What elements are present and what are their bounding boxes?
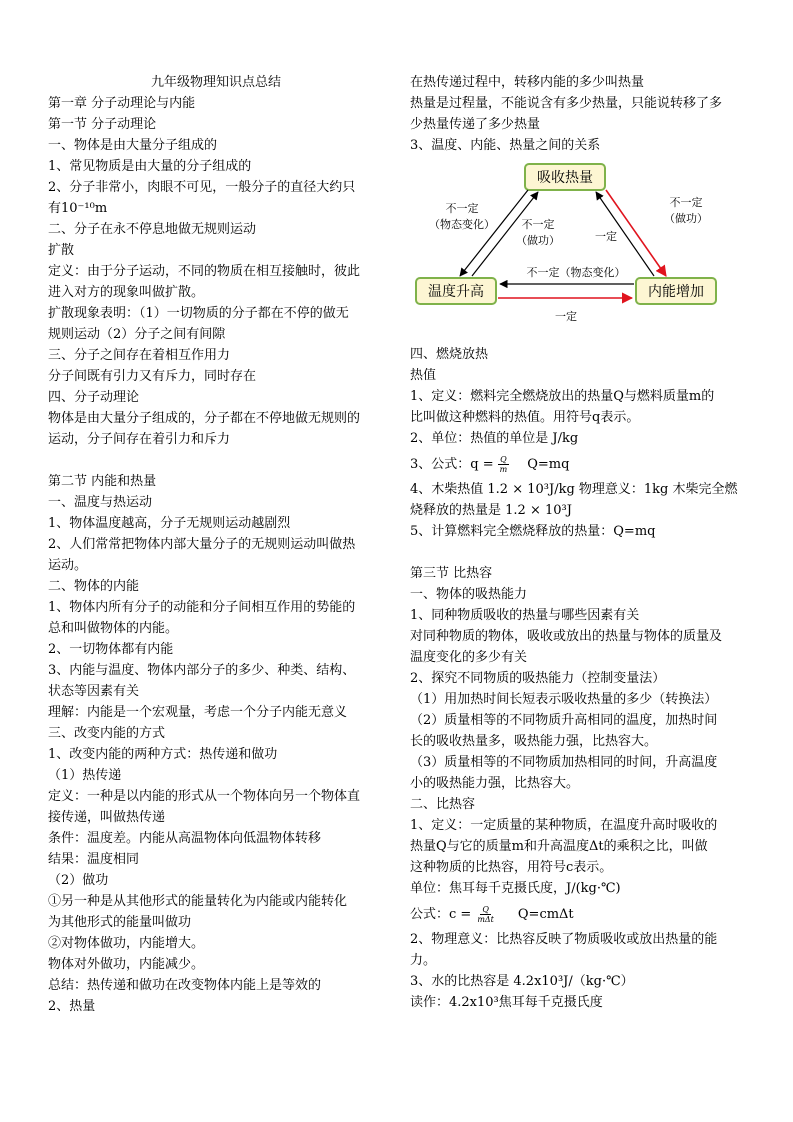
text-line: 热量Q与它的质量m和升高温度Δt的乘积之比，叫做 — [410, 839, 708, 854]
text-line: 2、物理意义：比热容反映了物质吸收或放出热量的能 — [410, 932, 718, 947]
text-line: （1）热传递 — [48, 768, 122, 783]
text-line: 1、定义：燃料完全燃烧放出的热量Q与燃料质量m的 — [410, 389, 715, 404]
relationship-diagram — [410, 160, 746, 338]
blank-line — [48, 450, 384, 471]
text-line: （2）质量相等的不同物质升高相同的温度，加热时间 — [410, 713, 718, 728]
specific-heat-section — [410, 479, 746, 899]
text-line: 长的吸收热量多，吸热能力强，比热容大。 — [410, 734, 658, 749]
node-internal-energy-label: 内能增加 — [648, 284, 704, 300]
blank-line — [410, 542, 746, 563]
text-line: 热值 — [410, 368, 437, 383]
text-line: 运动，分子间存在着引力和斥力 — [48, 432, 231, 447]
text-line: 第二节 内能和热量 — [48, 474, 157, 489]
text-line: 规则运动（2）分子之间有间隙 — [48, 327, 226, 342]
text-line: 第三节 比热容 — [410, 566, 493, 581]
text-line: 四、分子动理论 — [48, 390, 140, 405]
text-line: 一、温度与热运动 — [48, 495, 153, 510]
text-line: 3、温度、内能、热量之间的关系 — [410, 138, 601, 153]
text-line: 2、人们常常把物体内部大量分子的无规则运动叫做热 — [48, 537, 356, 552]
text-line: 物体对外做功，内能减少。 — [48, 957, 205, 972]
formula1-prefix: 3、公式：q = — [410, 456, 494, 472]
text-line: 5、计算燃料完全燃烧释放的热量：Q=mq — [410, 524, 656, 539]
text-line: 温度变化的多少有关 — [410, 650, 528, 665]
specific-heat-formula — [410, 899, 746, 929]
heat-value-formula — [410, 449, 746, 479]
formula2-den: mΔt — [477, 914, 494, 924]
text-line: 二、分子在永不停息地做无规则运动 — [48, 222, 257, 237]
text-line: 1、同种物质吸收的热量与哪些因素有关 — [410, 608, 640, 623]
text-line: 少热量传递了多少热量 — [410, 117, 541, 132]
text-line: 热量是过程量，不能说含有多少热量，只能说转移了多 — [410, 96, 723, 111]
text-line: 四、燃烧放热 — [410, 347, 489, 362]
text-line: 总和叫做物体的内能。 — [48, 621, 179, 636]
text-line: 三、改变内能的方式 — [48, 726, 166, 741]
text-line: 结果：温度相同 — [48, 852, 140, 867]
text-line: ①另一种是从其他形式的能量转化为内能或内能转化 — [48, 894, 348, 909]
text-line: 九年级物理知识点总结 — [150, 75, 281, 90]
text-line: 2、一切物体都有内能 — [48, 642, 174, 657]
text-line: 2、热量 — [48, 999, 96, 1014]
text-line: 理解：内能是一个宏观量，考虑一个分子内能无意义 — [48, 705, 348, 720]
formula2-suffix: Q=cmΔt — [517, 906, 574, 922]
text-line: 比叫做这种燃料的热值。用符号q表示。 — [410, 410, 640, 425]
text-line: 定义：由于分子运动，不同的物质在相互接触时，彼此 — [48, 264, 361, 279]
node-internal-energy — [636, 278, 716, 304]
left-column — [48, 72, 384, 1017]
text-line: （1）用加热时间长短表示吸收热量的多少（转换法） — [410, 692, 718, 707]
text-line: 1、常见物质是由大量的分子组成的 — [48, 159, 252, 174]
text-line: 二、比热容 — [410, 797, 476, 812]
text-line: 1、物体温度越高，分子无规则运动越剧烈 — [48, 516, 291, 531]
text-line: 1、定义：一定质量的某种物质，在温度升高时吸收的 — [410, 818, 718, 833]
text-line: 扩散 — [48, 243, 75, 258]
text-line: 小的吸热能力强，比热容大。 — [410, 776, 580, 791]
label-right-inner: 一定 — [595, 230, 617, 243]
text-line: 分子间既有引力又有斥力，同时存在 — [48, 369, 257, 384]
text-line: 读作：4.2x10³焦耳每千克摄氏度 — [410, 995, 603, 1010]
text-line: 3、内能与温度、物体内部分子的多少、种类、结构、 — [48, 663, 356, 678]
label-mid-2: （做功） — [516, 234, 560, 247]
text-line: 2、分子非常小，肉眼不可见，一般分子的直径大约只 — [48, 180, 356, 195]
text-line: 2、探究不同物质的吸热能力（控制变量法） — [410, 671, 666, 686]
text-line: 二、物体的内能 — [48, 579, 140, 594]
formula2-prefix: 公式：c = — [410, 906, 472, 922]
text-line: 3、水的比热容是 4.2x10³J/（kg·℃） — [410, 974, 634, 989]
text-line: 1、物体内所有分子的动能和分子间相互作用的势能的 — [48, 600, 356, 615]
text-line: 物体是由大量分子组成的，分子都在不停地做无规则的 — [48, 411, 361, 426]
text-line: 有10⁻¹⁰m — [48, 201, 108, 216]
text-line: （3）质量相等的不同物质加热相同的时间，升高温度 — [410, 755, 718, 770]
text-line: 对同种物质的物体，吸收或放出的热量与物体的质量及 — [410, 629, 723, 644]
relationship-diagram-svg — [410, 160, 746, 338]
formula1-fraction — [498, 455, 510, 474]
label-bottom: 一定 — [555, 310, 577, 323]
node-temp-rise-label: 温度升高 — [428, 284, 484, 300]
label-right-2: （做功） — [664, 212, 708, 225]
text-line: 状态等因素有关 — [48, 684, 140, 699]
text-line: 一、物体是由大量分子组成的 — [48, 138, 218, 153]
text-line: 接传递，叫做热传递 — [48, 810, 166, 825]
formula1-num: Q — [500, 454, 507, 464]
formula1-suffix: Q=mq — [527, 456, 570, 472]
label-mid-1: 不一定 — [521, 218, 555, 231]
node-temp-rise — [416, 278, 496, 304]
text-line: 在热传递过程中，转移内能的多少叫热量 — [410, 75, 645, 90]
text-line: 总结：热传递和做功在改变物体内能上是等效的 — [48, 978, 322, 993]
text-line: 扩散现象表明：（1）一切物质的分子都在不停的做无 — [48, 306, 349, 321]
text-line: 单位：焦耳每千克摄氏度，J/(kg·℃) — [410, 881, 621, 896]
text-line: 烧释放的热量是 1.2 × 10³J — [410, 503, 572, 518]
text-line: 4、木柴热值 1.2 × 10³J/kg 物理意义：1kg 木柴完全燃 — [410, 482, 738, 497]
text-line: 2、单位：热值的单位是 J/kg — [410, 431, 579, 446]
text-line: 为其他形式的能量叫做功 — [48, 915, 192, 930]
text-line: 第一节 分子动理论 — [48, 117, 157, 132]
label-left-1: 不一定 — [445, 202, 479, 215]
label-left-2: （物态变化） — [429, 218, 495, 231]
text-line: 力。 — [410, 953, 437, 968]
text-line: 这种物质的比热容，用符号c表示。 — [410, 860, 613, 875]
formula2-num: Q — [482, 904, 489, 914]
right-column — [410, 72, 746, 1013]
text-line: 三、分子之间存在着相互作用力 — [48, 348, 231, 363]
text-line: ②对物体做功，内能增大。 — [48, 936, 205, 951]
node-absorb-heat-label: 吸收热量 — [537, 170, 593, 186]
specific-heat-meaning — [410, 929, 746, 1013]
text-line: 进入对方的现象叫做扩散。 — [48, 285, 205, 300]
formula1-den: m — [499, 464, 508, 474]
node-absorb-heat — [525, 164, 605, 190]
text-line: 定义：一种是以内能的形式从一个物体向另一个物体直 — [48, 789, 361, 804]
heat-section — [410, 72, 746, 156]
combustion-section — [410, 344, 746, 449]
text-line: 运动。 — [48, 558, 88, 573]
text-line: 第一章 分子动理论与内能 — [48, 96, 196, 111]
formula2-fraction — [475, 905, 496, 924]
text-line: （2）做功 — [48, 873, 109, 888]
text-line: 1、改变内能的两种方式：热传递和做功 — [48, 747, 278, 762]
text-line: 一、物体的吸热能力 — [410, 587, 528, 602]
label-bottom-top: 不一定（物态变化） — [526, 266, 626, 279]
text-line: 条件：温度差。内能从高温物体向低温物体转移 — [48, 831, 322, 846]
label-right-1: 不一定 — [669, 196, 703, 209]
